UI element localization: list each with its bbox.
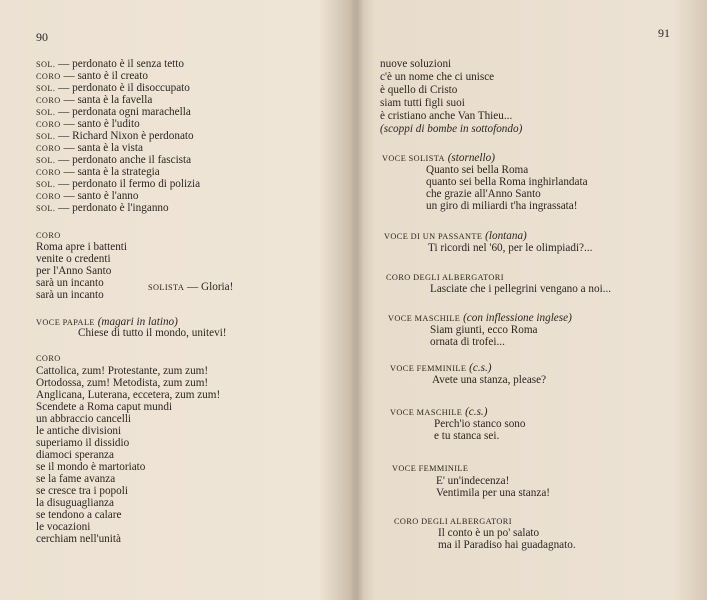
dialogue-text: — santa è la vista [63, 142, 143, 154]
speaker-label: SOL. [36, 156, 56, 165]
verse-line: ma il Paradiso hai guadagnato. [438, 539, 576, 551]
speaker-label: VOCE PAPALE [36, 318, 95, 327]
speaker-label: VOCE FEMMINILE [392, 464, 469, 473]
dialogue-text: — Richard Nixon è perdonato [58, 130, 194, 142]
verse-line: che grazie all'Anno Santo [426, 188, 541, 200]
speaker-label: SOL. [36, 132, 56, 141]
speaker-label: CORO [36, 120, 61, 129]
speaker-label: VOCE MASCHILE [388, 314, 461, 323]
verse-line: è quello di Cristo [380, 84, 458, 96]
verse-line: cerchiam nell'unità [36, 533, 121, 545]
solista-text: — Gloria! [187, 281, 234, 293]
dialogue-text: — perdonata ogni marachella [58, 106, 191, 118]
speaker-label: CORO [36, 192, 61, 201]
verse-line: se tendono a calare [36, 509, 122, 521]
verse-line: Il conto è un po' salato [438, 527, 540, 539]
speaker-label: SOL. [36, 180, 56, 189]
speaker-label: SOL. [36, 204, 56, 213]
speaker-label: VOCE DI UN PASSANTE [384, 232, 483, 241]
verse-line: Chiese di tutto il mondo, unitevi! [78, 327, 227, 339]
verse-line: Roma apre i battenti [36, 241, 128, 253]
dialogue-text: — perdonato è l'inganno [58, 202, 169, 214]
speaker-label: CORO DEGLI ALBERGATORI [394, 517, 512, 526]
verse-line: un giro di miliardi t'ha ingrassata! [426, 200, 578, 212]
verse-line: le vocazioni [36, 521, 91, 533]
stage-direction: (c.s.) [469, 362, 492, 374]
stage-direction: (magari in latino) [97, 316, 178, 328]
verse-line: quanto sei bella Roma inghirlandata [426, 176, 588, 188]
verse-line: Avete una stanza, please? [432, 374, 547, 386]
verse-line: le antiche divisioni [36, 425, 122, 437]
verse-line: per l'Anno Santo [36, 265, 112, 277]
verse-line: Cattolica, zum! Protestante, zum zum! [36, 365, 209, 377]
verse-line: se il mondo è martoriato [36, 461, 146, 473]
speaker-label: VOCE MASCHILE [390, 408, 463, 417]
right-page [360, 0, 707, 600]
verse-line: Scendete a Roma caput mundi [36, 401, 173, 413]
verse-line: sarà un incanto [36, 289, 104, 301]
verse-line: c'è un nome che ci unisce [380, 71, 495, 83]
verse-line: Ti ricordi nel '60, per le olimpiadi?... [428, 242, 593, 254]
dialogue-text: — santa è la favella [63, 94, 153, 106]
speaker-label: SOL. [36, 108, 56, 117]
verse-line: Ortodossa, zum! Metodista, zum zum! [36, 377, 209, 389]
verse-line: Lasciate che i pellegrini vengano a noi... [430, 283, 612, 295]
speaker-label: CORO DEGLI ALBERGATORI [386, 273, 504, 282]
stage-direction: (lontana) [485, 230, 527, 242]
section-label-coro: CORO [36, 354, 61, 363]
speaker-label: CORO [36, 168, 61, 177]
verse-line: siam tutti figli suoi [380, 97, 465, 109]
verse-line: se cresce tra i popoli [36, 485, 128, 497]
speaker-label: CORO [36, 72, 61, 81]
speaker-label: SOL. [36, 84, 56, 93]
stage-direction: (scoppi di bombe in sottofondo) [380, 123, 523, 135]
verse-line: venite o credenti [36, 253, 111, 265]
section-label-coro: CORO [36, 231, 61, 240]
verse-line: diamoci speranza [36, 449, 114, 461]
dialogue-text: — perdonato è il senza tetto [58, 58, 184, 70]
verse-line: nuove soluzioni [380, 58, 452, 70]
speaker-label: VOCE SOLISTA [382, 154, 445, 163]
solista-interjection [148, 281, 233, 294]
verse-line: ornata di trofei... [430, 336, 505, 348]
verse-line: E' un'indecenza! [436, 475, 510, 487]
speaker-label: SOL. [36, 60, 56, 69]
speaker-label: VOCE FEMMINILE [390, 364, 467, 373]
verse-line: Quanto sei bella Roma [426, 164, 529, 176]
dialogue-text: — santo è il creato [63, 70, 148, 82]
speaker-label: CORO [36, 144, 61, 153]
stage-direction: (con inflessione inglese) [463, 312, 572, 324]
verse-line: sarà un incanto [36, 277, 104, 289]
verse-line: Ventimila per una stanza! [436, 487, 551, 499]
verse-line: se la fame avanza [36, 473, 116, 485]
page-number: 90 [36, 30, 48, 44]
dialogue-text: — perdonato è il disoccupato [58, 82, 190, 94]
dialogue-line [36, 202, 169, 215]
speaker-label: SOLISTA [148, 283, 185, 292]
verse-line: è cristiano anche Van Thieu... [380, 110, 513, 122]
verse-line: Siam giunti, ecco Roma [430, 324, 538, 336]
page-number: 91 [658, 26, 670, 40]
speaker-label: CORO [36, 96, 61, 105]
verse-line: Anglicana, Luterana, eccetera, zum zum! [36, 389, 221, 401]
dialogue-text: — perdonato il fermo di polizia [58, 178, 201, 190]
verse-line: un abbraccio cancelli [36, 413, 132, 425]
stage-direction: (stornello) [447, 152, 495, 164]
verse-line: Perch'io stanco sono [434, 418, 526, 430]
dialogue-text: — santo è l'udito [63, 118, 140, 130]
verse-line: superiamo il dissidio [36, 437, 130, 449]
verse-line: e tu stanca sei. [434, 430, 500, 442]
dialogue-text: — perdonato anche il fascista [58, 154, 192, 166]
stage-direction: (c.s.) [465, 406, 488, 418]
dialogue-text: — santo è l'anno [63, 190, 139, 202]
verse-line: la disuguaglianza [36, 497, 114, 509]
dialogue-text: — santa è la strategia [63, 166, 160, 178]
